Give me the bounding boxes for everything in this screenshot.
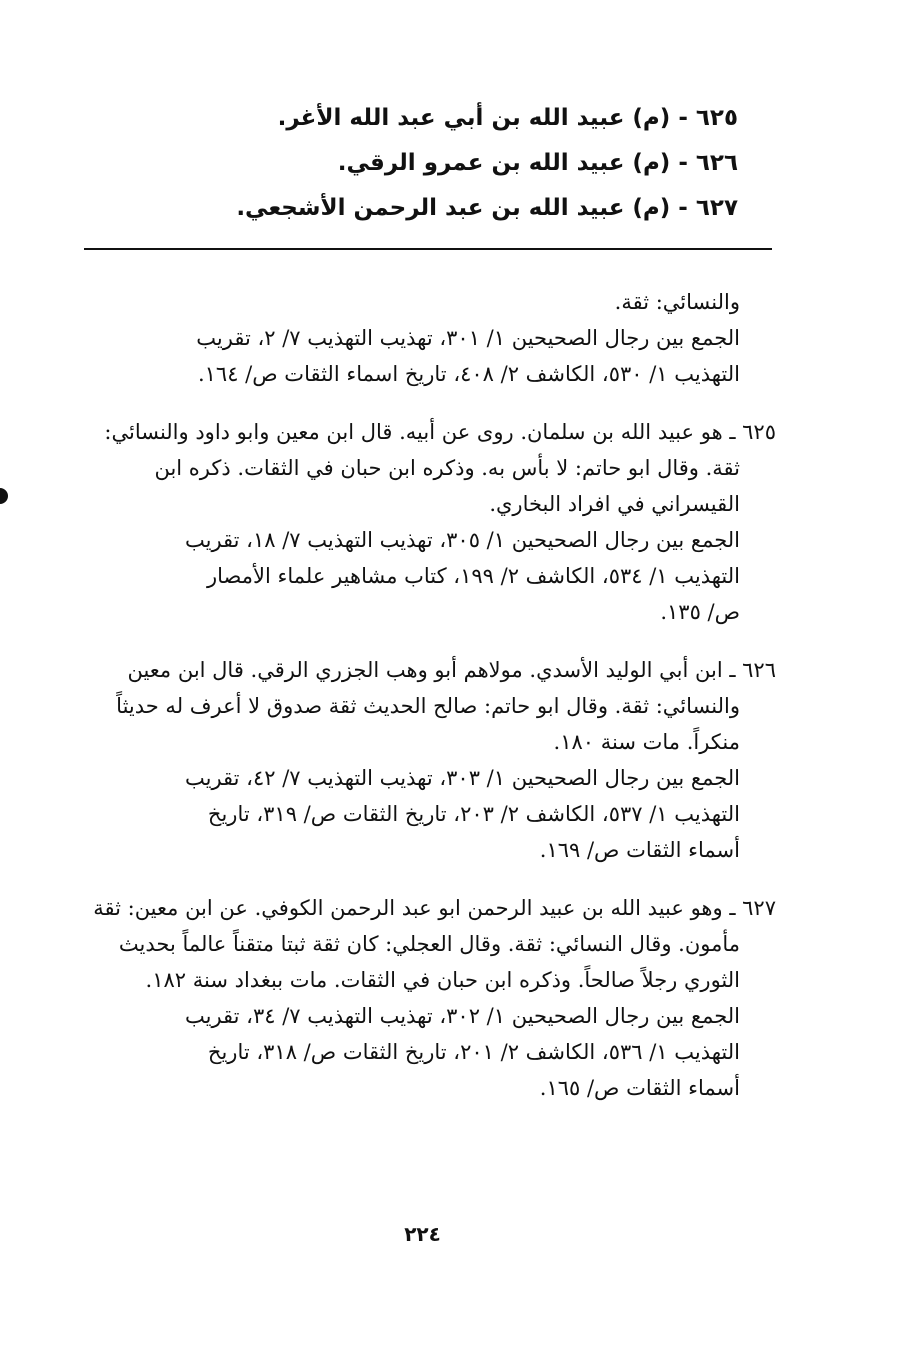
- footnote-line: أسماء الثقات ص/ ١٦٥.: [539, 1076, 740, 1100]
- footnote-line: والنسائي: ثقة. وقال ابو حاتم: صالح الحديث ثقة صدوق لا أعرف له حديثاً: [116, 694, 740, 718]
- footnote-divider: [84, 248, 772, 250]
- footnote-line: ص/ ١٣٥.: [660, 600, 740, 624]
- footnote-line: مأمون. وقال النسائي: ثقة. وقال العجلي: كان ثقة ثبتا متقناً عالماً بحديث: [118, 932, 740, 956]
- footnote-line: الجمع بين رجال الصحيحين ١/ ٣٠٢، تهذيب التهذيب ٧/ ٣٤، تقريب: [184, 1004, 740, 1028]
- footnotes: [84, 284, 776, 1128]
- footnote-627: [84, 890, 776, 1106]
- footnote-626: [84, 652, 776, 868]
- page-edge-mark: [0, 488, 8, 504]
- main-entries: [118, 96, 738, 231]
- footnote-line: التهذيب ١/ ٥٣٧، الكاشف ٢/ ٢٠٣، تاريخ الثقات ص/ ٣١٩، تاريخ: [207, 802, 740, 826]
- footnote-line: الجمع بين رجال الصحيحين ١/ ٣٠١، تهذيب التهذيب ٧/ ٢، تقريب: [196, 326, 740, 350]
- footnote-line: منكراً. مات سنة ١٨٠.: [553, 730, 740, 754]
- footnote-line: التهذيب ١/ ٥٣٤، الكاشف ٢/ ١٩٩، كتاب مشاهير علماء الأمصار: [207, 564, 740, 588]
- page-number: ٢٢٤: [404, 1222, 441, 1246]
- footnote-line: الثوري رجلاً صالحاً. وذكره ابن حبان في الثقات. مات ببغداد سنة ١٨٢.: [145, 968, 740, 992]
- footnote-line: ثقة. وقال ابو حاتم: لا بأس به. وذكره ابن حبان في الثقات. ذكره ابن: [154, 456, 740, 480]
- footnote-line: القيسراني في افراد البخاري.: [489, 492, 740, 516]
- footnote-line: الجمع بين رجال الصحيحين ١/ ٣٠٣، تهذيب التهذيب ٧/ ٤٢، تقريب: [184, 766, 740, 790]
- footnote-line: التهذيب ١/ ٥٣٦، الكاشف ٢/ ٢٠١، تاريخ الثقات ص/ ٣١٨، تاريخ: [207, 1040, 740, 1064]
- footnote-line: التهذيب ١/ ٥٣٠، الكاشف ٢/ ٤٠٨، تاريخ اسماء الثقات ص/ ١٦٤.: [197, 362, 740, 386]
- main-entry-626: ٦٢٦ - (م) عبيد الله بن عمرو الرقي.: [337, 150, 738, 176]
- footnote-line: أسماء الثقات ص/ ١٦٩.: [539, 838, 740, 862]
- footnote-line: والنسائي: ثقة.: [614, 290, 740, 314]
- footnote-line: الجمع بين رجال الصحيحين ١/ ٣٠٥، تهذيب التهذيب ٧/ ١٨، تقريب: [184, 528, 740, 552]
- main-entry-627: ٦٢٧ - (م) عبيد الله بن عبد الرحمن الأشجعي.: [236, 195, 738, 221]
- footnote-625: [84, 414, 776, 630]
- footnote-line: ٦٢٧ ـ وهو عبيد الله بن عبيد الرحمن ابو عبد الرحمن الكوفي. عن ابن معين: ثقة: [93, 896, 776, 920]
- footnote-line: ٦٢٦ ـ ابن أبي الوليد الأسدي. مولاهم أبو وهب الجزري الرقي. قال ابن معين: [127, 658, 776, 682]
- footnote-continuation: [84, 284, 776, 392]
- main-entry-625: ٦٢٥ - (م) عبيد الله بن أبي عبد الله الأغر.: [277, 105, 738, 131]
- footnote-line: ٦٢٥ ـ هو عبيد الله بن سلمان. روى عن أبيه. قال ابن معين وابو داود والنسائي:: [104, 420, 776, 444]
